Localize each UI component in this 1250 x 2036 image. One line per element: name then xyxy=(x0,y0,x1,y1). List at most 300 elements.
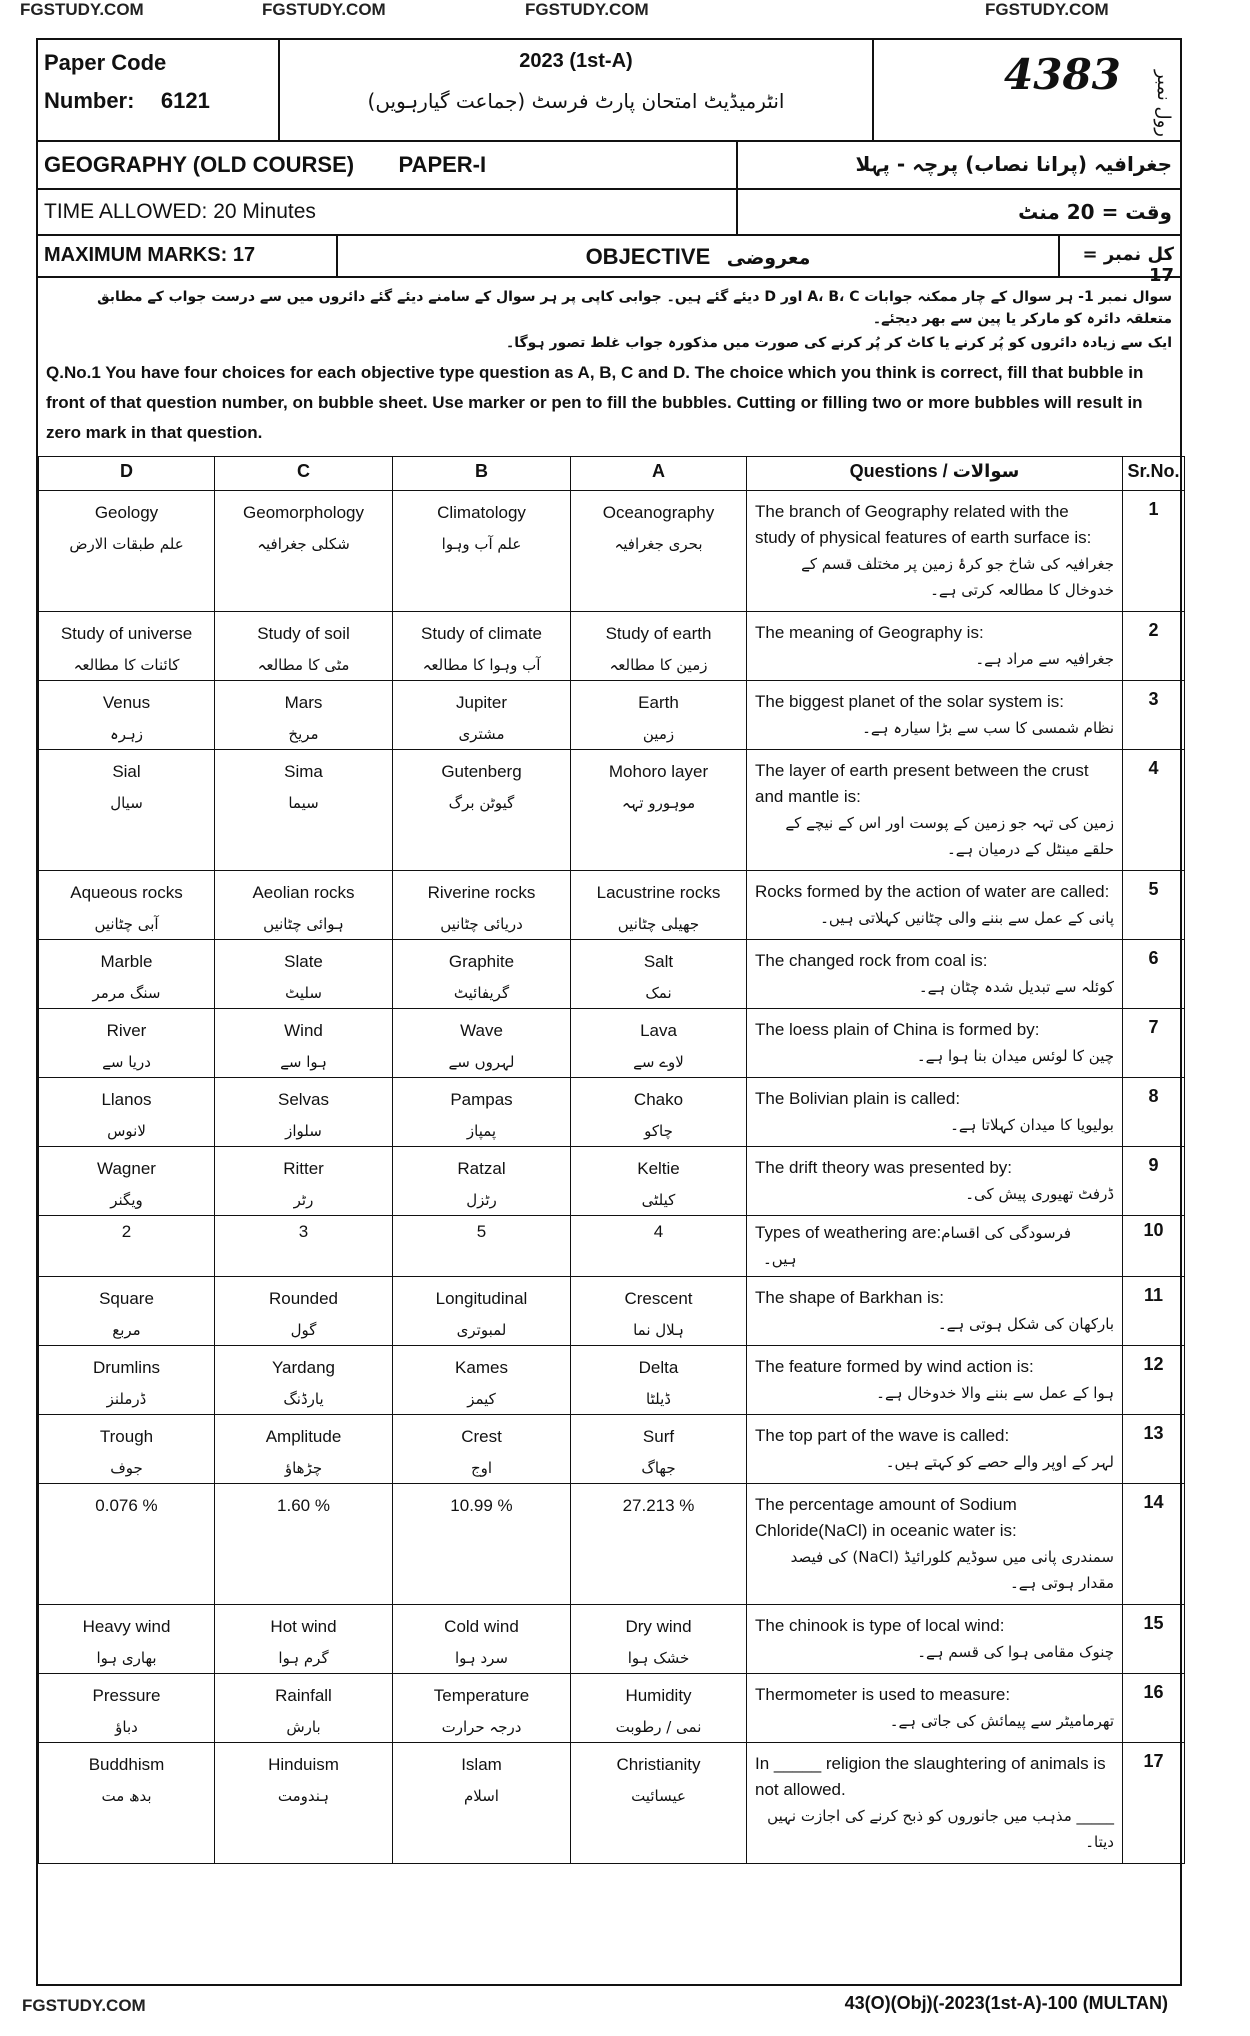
option-d-english: River xyxy=(106,1021,147,1040)
paper-label: PAPER-I xyxy=(398,152,487,177)
option-d-english: Venus xyxy=(102,693,151,712)
question-english: The feature formed by wind action is: xyxy=(755,1357,1034,1376)
question-row xyxy=(39,1484,1185,1605)
option-b-urdu: دریائی چٹانیں xyxy=(440,915,523,933)
option-d-urdu: ڈرملنز xyxy=(106,1390,147,1408)
option-a-urdu: نمک xyxy=(645,984,672,1002)
option-c xyxy=(215,940,393,1009)
option-d-english: Buddhism xyxy=(88,1755,165,1774)
option-d xyxy=(39,871,215,940)
option-b xyxy=(393,1415,571,1484)
question-urdu: فرسودگی کی اقسام ہیں۔ xyxy=(763,1224,1072,1268)
option-d xyxy=(39,612,215,681)
option-c-urdu: شکلی جغرافیہ xyxy=(257,535,350,553)
option-a xyxy=(571,1078,747,1147)
option-b xyxy=(393,1605,571,1674)
option-b xyxy=(393,871,571,940)
question-number: 3 xyxy=(1123,681,1185,750)
col-header-questions: Questions / سوالات xyxy=(747,457,1123,491)
option-b-urdu: اسلام xyxy=(464,1787,499,1805)
option-d xyxy=(39,1605,215,1674)
option-a-english: Lacustrine rocks xyxy=(596,883,721,902)
instructions-urdu-1: سوال نمبر 1- ہر سوال کے چار ممکنہ جوابات A، B، C اور D دیئے گئے ہیں۔ جوابی کاپی پر ہر سوال کے سامنے دیئے گئے دائروں میں سے درست جواب کے مطابق متعلقہ دائرہ کو مارکر یا پین سے بھر دیجئے۔ xyxy=(97,289,1172,327)
option-c-urdu: گول xyxy=(290,1321,317,1339)
option-d xyxy=(39,940,215,1009)
question-english: The biggest planet of the solar system is: xyxy=(755,692,1064,711)
option-c-urdu: گرم ہوا xyxy=(278,1649,329,1667)
option-d xyxy=(39,491,215,612)
option-b xyxy=(393,1216,571,1277)
option-d-urdu: زہرہ xyxy=(109,725,144,743)
option-b-english: Kames xyxy=(455,1358,508,1377)
question-text-cell xyxy=(747,750,1123,871)
question-text-cell xyxy=(747,871,1123,940)
option-c xyxy=(215,1605,393,1674)
option-a xyxy=(571,1605,747,1674)
objective-label: OBJECTIVE xyxy=(585,244,711,269)
question-number: 2 xyxy=(1123,612,1185,681)
option-b-urdu: درجہ حرارت xyxy=(441,1718,522,1736)
option-a xyxy=(571,1415,747,1484)
option-a-urdu: خشک ہوا xyxy=(627,1649,690,1667)
option-a xyxy=(571,1743,747,1864)
option-c xyxy=(215,750,393,871)
option-a-urdu: بحری جغرافیہ xyxy=(614,535,703,553)
option-a-english: 27.213 % xyxy=(622,1496,695,1515)
option-c-urdu: ہندومت xyxy=(277,1787,330,1805)
question-english: The meaning of Geography is: xyxy=(755,623,984,642)
option-b-urdu: گریفائیٹ xyxy=(453,984,510,1002)
question-english: The shape of Barkhan is: xyxy=(755,1288,945,1307)
question-row xyxy=(39,1216,1185,1277)
option-d xyxy=(39,1415,215,1484)
question-text-cell xyxy=(747,1147,1123,1216)
question-english: The top part of the wave is called: xyxy=(755,1426,1010,1445)
option-d xyxy=(39,1277,215,1346)
question-english: The Bolivian plain is called: xyxy=(755,1089,961,1108)
option-b-urdu: گیوٹن برگ xyxy=(448,794,515,812)
option-c-urdu: مریخ xyxy=(288,725,319,743)
option-d xyxy=(39,1674,215,1743)
option-b-english: Study of climate xyxy=(421,624,542,643)
option-d-english: Geology xyxy=(94,503,159,522)
question-urdu: چین کا لوئس میدان بنا ہوا ہے۔ xyxy=(916,1047,1114,1065)
header-row-1 xyxy=(38,40,1180,142)
option-d-urdu: آبی چٹانیں xyxy=(94,915,159,933)
question-row xyxy=(39,1743,1185,1864)
option-d-english: Trough xyxy=(99,1427,154,1446)
question-row xyxy=(39,1147,1185,1216)
option-b-urdu: سرد ہوا xyxy=(455,1649,508,1667)
question-urdu: ڈرفٹ تھیوری پیش کی۔ xyxy=(965,1185,1114,1203)
option-b-english: Cold wind xyxy=(444,1617,519,1636)
instructions-urdu-2: ایک سے زیادہ دائروں کو پُر کرنے یا کاٹ کر پُر کرنے کی صورت میں مذکورہ جواب غلط تصور ہوگا۔ xyxy=(506,335,1172,351)
question-text-cell xyxy=(747,491,1123,612)
objective-urdu: معروضی xyxy=(726,247,811,269)
option-b xyxy=(393,750,571,871)
option-b-urdu: لہروں سے xyxy=(448,1053,515,1071)
option-a xyxy=(571,491,747,612)
option-c xyxy=(215,681,393,750)
option-c xyxy=(215,1346,393,1415)
option-d-urdu: علم طبقات الارض xyxy=(69,535,184,553)
option-b-english: Islam xyxy=(461,1755,502,1774)
option-b-english: Riverine rocks xyxy=(427,883,536,902)
handwritten-roll-number: 4383 xyxy=(1004,50,1121,99)
question-row xyxy=(39,940,1185,1009)
option-d-urdu: جوف xyxy=(110,1459,143,1477)
question-english: Rocks formed by the action of water are called: xyxy=(755,882,1110,901)
option-a-english: Chako xyxy=(633,1090,684,1109)
option-d-urdu: دباؤ xyxy=(115,1718,138,1736)
option-a-urdu: کیلٹی xyxy=(641,1191,676,1209)
watermark-bottom: FGSTUDY.COM xyxy=(22,1996,146,2015)
question-english: Types of weathering are: xyxy=(755,1223,942,1242)
urdu-exam-title: انٹرمیڈیٹ امتحان پارٹ فرسٹ (جماعت گیارہویں) xyxy=(367,89,785,113)
question-urdu: کوئلہ سے تبدیل شدہ چٹان ہے۔ xyxy=(918,978,1114,996)
watermark-top-4: FGSTUDY.COM xyxy=(985,0,1109,19)
option-d-urdu: بدھ مت xyxy=(101,1787,152,1805)
option-b-english: Climatology xyxy=(437,503,526,522)
option-a-urdu: موہورو تہہ xyxy=(621,794,696,812)
option-a xyxy=(571,1484,747,1605)
question-row xyxy=(39,1009,1185,1078)
option-b-english: Jupiter xyxy=(455,693,508,712)
option-d-english: Pressure xyxy=(92,1686,161,1705)
option-d xyxy=(39,681,215,750)
option-b-urdu: کیمز xyxy=(467,1390,496,1408)
option-b-urdu: رٹزل xyxy=(466,1191,497,1209)
question-row xyxy=(39,491,1185,612)
question-text-cell xyxy=(747,1674,1123,1743)
question-row xyxy=(39,681,1185,750)
option-b xyxy=(393,1078,571,1147)
option-d-urdu: مربع xyxy=(112,1321,141,1339)
option-c xyxy=(215,871,393,940)
option-b-urdu: لمبوتری xyxy=(456,1321,507,1339)
option-b-english: Gutenberg xyxy=(441,762,522,781)
questions-table xyxy=(38,456,1185,1864)
question-row xyxy=(39,1605,1185,1674)
watermark-top-3: FGSTUDY.COM xyxy=(525,0,649,19)
option-a-english: Surf xyxy=(642,1427,675,1446)
option-c-english: Hinduism xyxy=(268,1755,339,1774)
question-urdu: ہوا کے عمل سے بننے والا خدوخال ہے۔ xyxy=(876,1384,1114,1402)
option-d xyxy=(39,1009,215,1078)
question-urdu: سمندری پانی میں سوڈیم کلورائیڈ (NaCl) کی فیصد مقدار ہوتی ہے۔ xyxy=(790,1548,1114,1592)
option-a-urdu: لاوے سے xyxy=(633,1053,684,1071)
question-urdu: لہر کے اوپر والے حصے کو کہتے ہیں۔ xyxy=(885,1453,1114,1471)
question-number: 13 xyxy=(1123,1415,1185,1484)
option-b-english: Pampas xyxy=(450,1090,513,1109)
question-number: 7 xyxy=(1123,1009,1185,1078)
option-a-urdu: زمین کا مطالعہ xyxy=(609,656,708,674)
option-a xyxy=(571,750,747,871)
option-c-urdu: یارڈنگ xyxy=(283,1390,324,1408)
question-number: 17 xyxy=(1123,1743,1185,1864)
option-b-english: 10.99 % xyxy=(450,1496,513,1515)
col-header-srno: Sr.No. xyxy=(1123,457,1185,491)
option-a-urdu: زمین xyxy=(642,725,675,743)
question-urdu: جغرافیہ کی شاخ جو کرۂ زمین پر مختلف قسم کے خدوخال کا مطالعہ کرتی ہے۔ xyxy=(801,555,1114,599)
option-d-english: Heavy wind xyxy=(82,1617,171,1636)
option-a-urdu: ڈیلٹا xyxy=(646,1390,671,1408)
option-b xyxy=(393,940,571,1009)
option-a-english: Oceanography xyxy=(602,503,715,522)
question-row xyxy=(39,750,1185,871)
option-a xyxy=(571,1009,747,1078)
question-number: 9 xyxy=(1123,1147,1185,1216)
option-d-urdu: کائنات کا مطالعہ xyxy=(73,656,180,674)
option-a-english: Keltie xyxy=(637,1159,680,1178)
option-c-english: Aeolian rocks xyxy=(252,883,355,902)
option-d-english: Aqueous rocks xyxy=(70,883,183,902)
paper-footer-code: 43(O)(Obj)(-2023(1st-A)-100 (MULTAN) xyxy=(844,1993,1168,2013)
question-urdu: تھرمامیٹر سے پیمائش کی جاتی ہے۔ xyxy=(889,1712,1114,1730)
option-c-urdu: چڑھاؤ xyxy=(284,1459,323,1477)
option-a-english: Christianity xyxy=(616,1755,701,1774)
subject-urdu: جغرافیہ (پرانا نصاب) پرچہ - پہلا xyxy=(855,152,1172,176)
option-d-english: 2 xyxy=(121,1222,132,1241)
option-a xyxy=(571,1346,747,1415)
option-a xyxy=(571,1147,747,1216)
exam-paper xyxy=(36,38,1182,1986)
option-b-english: Temperature xyxy=(433,1686,530,1705)
question-row xyxy=(39,1346,1185,1415)
option-c xyxy=(215,1009,393,1078)
option-a-urdu: جھاگ xyxy=(641,1459,676,1477)
option-a-urdu: ہلال نما xyxy=(633,1321,684,1339)
option-c xyxy=(215,1277,393,1346)
roll-number-label: رول نمبر xyxy=(1153,70,1174,137)
option-d-urdu: سنگ مرمر xyxy=(92,984,161,1002)
question-text-cell xyxy=(747,940,1123,1009)
option-a-english: Mohoro layer xyxy=(608,762,709,781)
option-c xyxy=(215,1147,393,1216)
option-b-urdu: مشتری xyxy=(458,725,505,743)
option-a-english: Crescent xyxy=(624,1289,693,1308)
option-b xyxy=(393,1484,571,1605)
question-text-cell xyxy=(747,612,1123,681)
maximum-marks: MAXIMUM MARKS: 17 xyxy=(44,244,256,266)
header-row-subject xyxy=(38,142,1180,190)
watermark-top-1: FGSTUDY.COM xyxy=(20,0,144,19)
option-c-urdu: بارش xyxy=(286,1718,321,1736)
question-number: 5 xyxy=(1123,871,1185,940)
option-b-english: Crest xyxy=(461,1427,502,1446)
subject-title: GEOGRAPHY (OLD COURSE) xyxy=(44,152,355,177)
question-number: 4 xyxy=(1123,750,1185,871)
option-b xyxy=(393,681,571,750)
question-english: In _____ religion the slaughtering of animals is not allowed. xyxy=(755,1754,1106,1799)
option-c-english: Wind xyxy=(284,1021,323,1040)
option-d-english: Llanos xyxy=(101,1090,152,1109)
option-b-english: Ratzal xyxy=(457,1159,506,1178)
option-a-english: Salt xyxy=(643,952,674,971)
question-urdu: زمین کی تہہ جو زمین کے پوست اور اس کے نیچے کے حلقے مینٹل کے درمیان ہے۔ xyxy=(785,814,1114,858)
option-d xyxy=(39,750,215,871)
question-text-cell xyxy=(747,1009,1123,1078)
question-urdu: نظام شمسی کا سب سے بڑا سیارہ ہے۔ xyxy=(862,719,1114,737)
option-c-english: Ritter xyxy=(283,1159,324,1178)
option-b xyxy=(393,1009,571,1078)
col-header-d: D xyxy=(39,457,215,491)
option-a xyxy=(571,1277,747,1346)
option-b-english: Longitudinal xyxy=(435,1289,528,1308)
option-d-urdu: سیال xyxy=(110,794,143,812)
question-urdu: بولیویا کا میدان کہلاتا ہے۔ xyxy=(950,1116,1114,1134)
option-c-urdu: مٹی کا مطالعہ xyxy=(257,656,350,674)
option-a-english: 4 xyxy=(653,1222,664,1241)
question-row xyxy=(39,1078,1185,1147)
year-session: 2023 (1st-A) xyxy=(519,50,633,72)
option-c-urdu: سلواز xyxy=(285,1122,322,1140)
option-a xyxy=(571,1216,747,1277)
question-english: The loess plain of China is formed by: xyxy=(755,1020,1040,1039)
header-row-time xyxy=(38,190,1180,236)
question-english: The layer of earth present between the crust and mantle is: xyxy=(755,761,1089,806)
option-a-english: Lava xyxy=(640,1021,677,1040)
option-c-urdu: ہوائی چٹانیں xyxy=(263,915,344,933)
option-d-english: Marble xyxy=(100,952,153,971)
option-a-english: Humidity xyxy=(625,1686,692,1705)
option-d-urdu: ویگنر xyxy=(110,1191,143,1209)
option-d-english: Wagner xyxy=(97,1159,156,1178)
option-a-urdu: چاکو xyxy=(644,1122,673,1140)
question-number: 1 xyxy=(1123,491,1185,612)
option-b xyxy=(393,1743,571,1864)
option-c-english: Sima xyxy=(284,762,323,781)
instructions xyxy=(38,280,1180,456)
question-number: 16 xyxy=(1123,1674,1185,1743)
option-c-english: Yardang xyxy=(271,1358,335,1377)
option-b-english: Wave xyxy=(460,1021,503,1040)
option-c xyxy=(215,1484,393,1605)
question-urdu: بارکھان کی شکل ہوتی ہے۔ xyxy=(937,1315,1114,1333)
option-a-english: Delta xyxy=(638,1358,679,1377)
option-d xyxy=(39,1346,215,1415)
watermark-top-2: FGSTUDY.COM xyxy=(262,0,386,19)
option-c-english: Geomorphology xyxy=(243,503,364,522)
question-text-cell xyxy=(747,1743,1123,1864)
option-b xyxy=(393,1277,571,1346)
option-c-english: Amplitude xyxy=(265,1427,342,1446)
question-text-cell xyxy=(747,1216,1123,1277)
option-c-english: Rainfall xyxy=(275,1686,332,1705)
option-a xyxy=(571,681,747,750)
option-a xyxy=(571,871,747,940)
question-row xyxy=(39,612,1185,681)
question-english: The branch of Geography related with the study of physical features of earth surface is: xyxy=(755,502,1092,547)
option-a-urdu: جھیلی چٹانیں xyxy=(617,915,700,933)
option-c-urdu: ہوا سے xyxy=(280,1053,327,1071)
question-english: Thermometer is used to measure: xyxy=(755,1685,1011,1704)
question-number: 8 xyxy=(1123,1078,1185,1147)
question-text-cell xyxy=(747,681,1123,750)
option-d xyxy=(39,1216,215,1277)
question-urdu: چنوک مقامی ہوا کی قسم ہے۔ xyxy=(917,1643,1114,1661)
option-b-urdu: اوج xyxy=(470,1459,493,1477)
option-b xyxy=(393,1674,571,1743)
marks-urdu: کل نمبر = 17 xyxy=(1082,244,1174,286)
option-d-english: Square xyxy=(99,1289,154,1308)
option-c xyxy=(215,1674,393,1743)
option-d xyxy=(39,1147,215,1216)
option-b-urdu: علم آب وہوا xyxy=(441,535,522,553)
col-header-c: C xyxy=(215,457,393,491)
question-text-cell xyxy=(747,1484,1123,1605)
question-number: 12 xyxy=(1123,1346,1185,1415)
option-d-english: Study of universe xyxy=(60,624,193,643)
question-urdu: پانی کے عمل سے بننے والی چٹانیں کہلاتی ہیں۔ xyxy=(820,909,1114,927)
option-b xyxy=(393,491,571,612)
option-d xyxy=(39,1484,215,1605)
option-a xyxy=(571,612,747,681)
option-b-english: Graphite xyxy=(448,952,515,971)
question-text-cell xyxy=(747,1078,1123,1147)
option-c-english: Slate xyxy=(284,952,323,971)
option-c-english: Selvas xyxy=(277,1090,330,1109)
option-c-english: Mars xyxy=(284,693,323,712)
option-a xyxy=(571,1674,747,1743)
option-c xyxy=(215,1216,393,1277)
option-a-english: Dry wind xyxy=(625,1617,692,1636)
question-text-cell xyxy=(747,1415,1123,1484)
option-d xyxy=(39,1078,215,1147)
option-c-urdu: سیما xyxy=(288,794,319,812)
number-label: Number: xyxy=(44,88,135,113)
option-c-urdu: رٹر xyxy=(293,1191,314,1209)
option-b-urdu: آب وہوا کا مطالعہ xyxy=(422,656,541,674)
question-number: 14 xyxy=(1123,1484,1185,1605)
question-number: 6 xyxy=(1123,940,1185,1009)
option-c-urdu: سلیٹ xyxy=(285,984,322,1002)
question-number: 10 xyxy=(1123,1216,1185,1277)
question-english: The changed rock from coal is: xyxy=(755,951,988,970)
option-c xyxy=(215,1078,393,1147)
option-b-urdu: پمپاز xyxy=(466,1122,497,1140)
option-c-english: 1.60 % xyxy=(277,1496,330,1515)
question-number: 11 xyxy=(1123,1277,1185,1346)
col-header-a: A xyxy=(571,457,747,491)
option-d-english: 0.076 % xyxy=(95,1496,158,1515)
option-a-urdu: نمی / رطوبت xyxy=(615,1718,702,1736)
question-urdu: _____ مذہب میں جانوروں کو ذبح کرنے کی اجازت نہیں دیتا۔ xyxy=(767,1807,1114,1851)
question-text-cell xyxy=(747,1605,1123,1674)
option-c-english: 3 xyxy=(298,1222,309,1241)
option-b xyxy=(393,612,571,681)
table-header-row xyxy=(39,457,1185,491)
instructions-english: Q.No.1 You have four choices for each objective type question as A, B, C and D. The choice which you think is correct, fill that bubble in front of that question number, on bubble sheet. Use marker or pen to fill the bubbles. Cutting or filling two or more bubbles will result in zero mark in that question. xyxy=(46,363,1144,442)
option-d-english: Sial xyxy=(112,762,141,781)
col-header-b: B xyxy=(393,457,571,491)
paper-number: 6121 xyxy=(160,88,210,113)
option-b xyxy=(393,1147,571,1216)
question-row xyxy=(39,1674,1185,1743)
option-c-english: Rounded xyxy=(268,1289,338,1308)
option-c-english: Hot wind xyxy=(270,1617,337,1636)
question-row xyxy=(39,1415,1185,1484)
option-c xyxy=(215,491,393,612)
question-english: The chinook is type of local wind: xyxy=(755,1616,1005,1635)
question-row xyxy=(39,1277,1185,1346)
option-a-english: Earth xyxy=(638,693,679,712)
time-urdu: وقت = 20 منٹ xyxy=(1018,200,1172,224)
option-d xyxy=(39,1743,215,1864)
question-english: The drift theory was presented by: xyxy=(755,1158,1013,1177)
option-b-english: 5 xyxy=(476,1222,487,1241)
option-d-urdu: دریا سے xyxy=(102,1053,151,1071)
